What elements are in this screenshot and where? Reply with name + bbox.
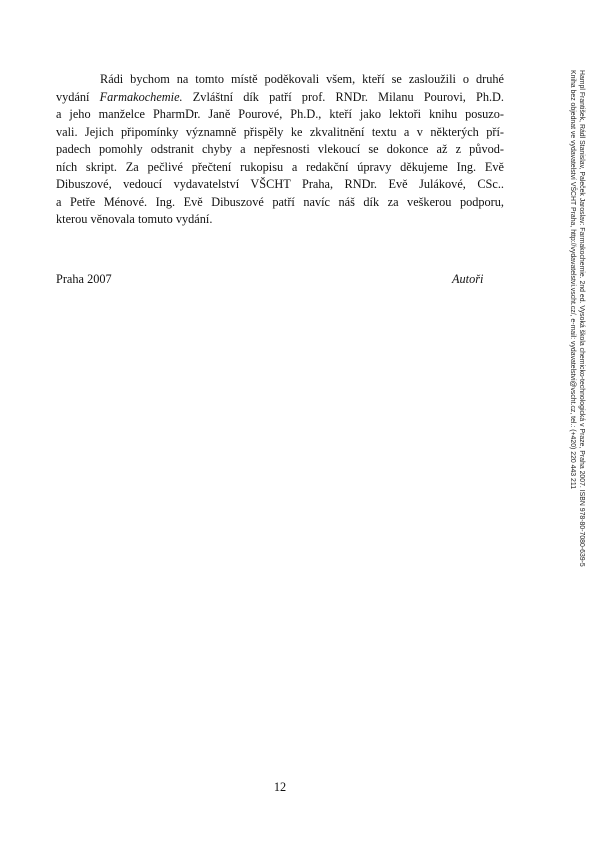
paragraph-line bbox=[56, 194, 504, 212]
text-run: vali. Jejich připomínky významně přispěly ke zkvalitnění textu a v některých pří- bbox=[56, 124, 504, 139]
book-title-italic: Farmakochemie. bbox=[99, 89, 183, 104]
paragraph-line bbox=[56, 141, 504, 159]
side-citation-line-1: Hampl František, Rádl Stanislav, Paleček Jaroslav: Farmakochemie. 2nd ed. Vysoká škola chemicko-technologická v Praze, Praha 2007. ISBN 978-80-7080-639-5 bbox=[578, 70, 585, 567]
place-and-year: Praha 2007 bbox=[56, 272, 112, 286]
text-run: padech pomohly odstranit chyby a nepřesnosti vlekoucí se dokonce až z původ- bbox=[56, 142, 504, 156]
text-run: Zvláštní dík patří prof. RNDr. Milanu Pourovi, Ph.D. bbox=[182, 89, 505, 104]
paragraph-line bbox=[56, 124, 504, 142]
authors-signature: Autoři bbox=[452, 272, 484, 286]
text-run: Dibuszové, vedoucí vydavatelství VŠCHT Praha, RNDr. Evě Julákové, CSc.. bbox=[56, 177, 504, 191]
text-run: a Petře Ménové. Ing. Evě Dibuszové patří navíc náš dík za veškerou podporu, bbox=[56, 194, 504, 209]
paragraph-line bbox=[56, 71, 504, 89]
page-number: 12 bbox=[273, 780, 287, 794]
side-citation-note bbox=[568, 70, 586, 690]
paragraph-line bbox=[56, 89, 504, 107]
text-run: vydání bbox=[56, 89, 100, 104]
paragraph-line bbox=[56, 176, 504, 194]
text-run: kterou věnovala tomuto vydání. bbox=[56, 212, 213, 226]
text-run: a jeho manželce PharmDr. Janě Pourové, Ph.D., kteří jako lektoři knihu posuzo- bbox=[56, 107, 504, 121]
text-run: ních skript. Za pečlivé přečtení rukopisu a redakční úpravy děkujeme Ing. Evě bbox=[56, 159, 504, 174]
side-citation-line-2: Kniha bez objednat ve vydavatelství VŠCHT Praha, http://vydavatelstvi.vscht.cz/, e-mail: vydavatelstvi@vscht.cz, tel.: (+420) 220 443 211 bbox=[569, 70, 576, 490]
text-run: Rádi bychom na tomto místě poděkovali všem, kteří se zasloužili o druhé bbox=[100, 72, 504, 86]
paragraph-line bbox=[56, 211, 504, 229]
acknowledgement-paragraph bbox=[56, 71, 504, 229]
paragraph-line bbox=[56, 106, 504, 124]
paragraph-line bbox=[56, 159, 504, 177]
